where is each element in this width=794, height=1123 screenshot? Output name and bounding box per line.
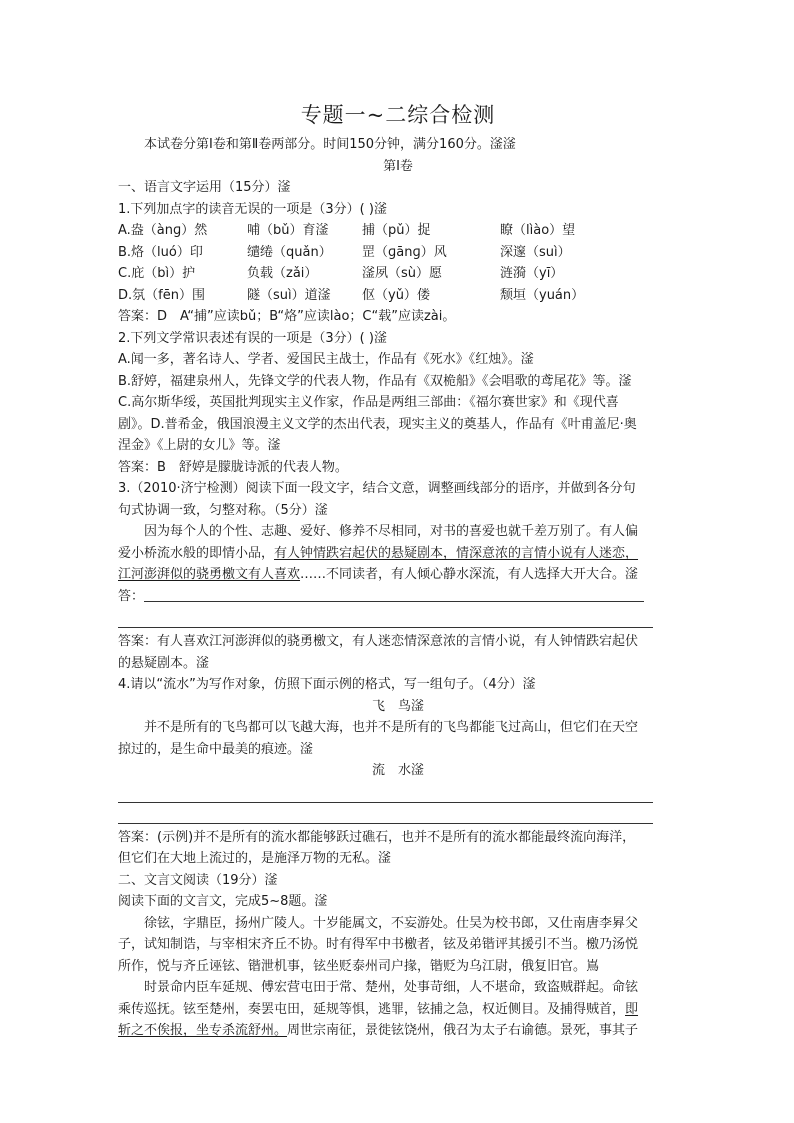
example-title: 飞 鸟滏 bbox=[371, 698, 424, 714]
question-4-stem: 4.请以“流水”为写作对象，仿照下面示例的格式，写一组句子。（4分）滏 bbox=[118, 677, 536, 692]
answer-label: 答： bbox=[118, 588, 145, 604]
option-cell: C.庇（bì）护 bbox=[118, 266, 196, 281]
question-3-stem: 3.（2010·济宁检测）阅读下面一段文字，结合文意，调整画线部分的语序，并做到各分句 bbox=[118, 481, 636, 496]
question-3-stem-cont: 句式协调一致，匀整对称。（5分）滏 bbox=[118, 502, 328, 518]
volume-heading: 第Ⅰ卷 bbox=[383, 158, 413, 174]
option-cell: 捕（pǔ）捉 bbox=[362, 223, 431, 238]
option-cell: 涟漪（yī） bbox=[500, 266, 564, 281]
question-2-stem: 2.下列文学常识表述有误的一项是（3分）( )滏 bbox=[118, 330, 387, 346]
answer-text: 答案：B 舒婷是朦胧诗派的代表人物。 bbox=[118, 459, 348, 475]
option-cell: 隧（suì）道滏 bbox=[247, 287, 331, 303]
option-cell: D.氛（fēn）围 bbox=[118, 287, 205, 303]
option-b: B.舒婷，福建泉州人，先锋文学的代表人物，作品有《双桅船》《会唱歌的鸢尾花》等。滏 bbox=[118, 373, 632, 389]
classical-text: 所作，悦与齐丘诬铉、锴泄机事，铉坐贬泰州司户掾，锴贬为乌江尉，俄复旧官。嶌 bbox=[118, 958, 600, 974]
question-1-options bbox=[118, 220, 678, 306]
answer-blank[interactable] bbox=[118, 607, 653, 628]
section-heading: 一、语言文字运用（15分）滏 bbox=[118, 180, 291, 195]
option-cell: A.盎（ànɡ）然 bbox=[118, 223, 208, 238]
option-cell: 负载（zǎi） bbox=[247, 266, 318, 281]
answer-text: 答案：(示例)并不是所有的流水都能够跃过礁石，也并不是所有的流水都能最终流向海洋， bbox=[118, 829, 636, 845]
option-c-d: 剧》。D.普希金，俄国浪漫主义文学的杰出代表，现实主义的奠基人，作品有《叶甫盖尼·奥 bbox=[118, 416, 637, 432]
option-cell: 哺（bǔ）育滏 bbox=[247, 223, 329, 238]
passage-text: 乘传巡抚。铉至楚州，奏罢屯田，延规等惧，逃罪，铉捕之急，权近侧目。及捕得贼首， bbox=[118, 1001, 626, 1017]
intro-text: 本试卷分第Ⅰ卷和第Ⅱ卷两部分。时间150分钟，满分160分。滏滏 bbox=[144, 137, 516, 152]
answer-text: 但它们在大地上流过的，是施泽万物的无私。滏 bbox=[118, 851, 392, 866]
exam-document bbox=[118, 100, 678, 1042]
passage-line: 因为每个人的个性、志趣、爱好、修养不尽相同，对书的喜爱也就千差万别了。有人偏 bbox=[144, 524, 639, 539]
answer-text: 的悬疑剧本。滏 bbox=[118, 655, 210, 671]
option-cell: 颓垣（yuán） bbox=[500, 287, 585, 303]
option-cell: 深邃（suì） bbox=[500, 244, 571, 260]
answer-line bbox=[118, 586, 678, 608]
underlined-text: 斩之不俟报，坐专杀流舒州。 bbox=[118, 1023, 288, 1038]
section-heading: 二、文言文阅读（19分）滏 bbox=[118, 872, 278, 888]
classical-text bbox=[118, 999, 678, 1021]
classical-text: 时景命内臣车延规、傅宏营屯田于常、楚州，处事苛细，人不堪命，致盗贼群起。命铉 bbox=[144, 980, 639, 995]
passage-line bbox=[118, 564, 678, 586]
option-cell: 罡（ɡānɡ）风 bbox=[362, 244, 447, 260]
option-a: A.闻一多，著名诗人、学者、爱国民主战士，作品有《死水》《红烛》。滏 bbox=[118, 352, 534, 367]
answer-text: 答案：D A“捕”应读bǔ；B“烙”应读lào；C“载”应读zài。 bbox=[118, 309, 456, 324]
classical-text: 徐铉，字鼎臣，扬州广陵人。十岁能属文，不妄游处。仕吴为校书郎，又仕南唐李昪父 bbox=[144, 915, 639, 931]
page-title: 专题一~二综合检测 bbox=[300, 103, 496, 127]
answer-blank[interactable] bbox=[118, 782, 653, 803]
answer-text: 答案：有人喜欢江河澎湃似的骁勇檄文，有人迷恋情深意浓的言情小说，有人钟情跌宕起伏 bbox=[118, 634, 639, 649]
option-cell: 伛（yǔ）偻 bbox=[362, 287, 430, 303]
underlined-text: 江河澎湃似的骁勇檄文有人喜欢 bbox=[118, 567, 301, 582]
option-cell: 滏夙（sù）愿 bbox=[362, 266, 443, 281]
option-d: 涅金》《上尉的女儿》等。滏 bbox=[118, 438, 281, 453]
passage-text: ……不同读者，有人倾心静水深流，有人选择大开大合。滏 bbox=[300, 567, 639, 582]
underlined-text: 即 bbox=[625, 1001, 639, 1017]
example-text: 并不是所有的飞鸟都可以飞越大海，也并不是所有的飞鸟都能飞过高山，但它们在天空 bbox=[144, 720, 639, 735]
passage-text: 爱小桥流水般的即情小品， bbox=[118, 545, 275, 561]
passage-text: 周世宗南征，景徙铉饶州，俄召为太子右谕德。景死，事其子 bbox=[287, 1023, 639, 1038]
option-c: C.高尔斯华绥，英国批判现实主义作家，作品是两组三部曲：《福尔赛世家》和《现代喜 bbox=[118, 395, 619, 410]
classical-text bbox=[118, 1020, 678, 1042]
target-title: 流 水滏 bbox=[371, 763, 424, 778]
reading-stem: 阅读下面的文言文，完成5~8题。滏 bbox=[118, 894, 328, 909]
passage-line bbox=[118, 543, 678, 565]
question-1-stem: 1.下列加点字的读音无误的一项是（3分）( )滏 bbox=[118, 201, 387, 217]
option-cell: 瞭（lìào）望 bbox=[500, 223, 576, 238]
classical-text: 子，试知制诰，与宰相宋齐丘不协。时有得军中书檄者，铉及弟锴评其援引不当。檄乃汤悦 bbox=[118, 937, 639, 952]
option-cell: B.烙（luó）印 bbox=[118, 244, 203, 260]
answer-blank[interactable] bbox=[118, 803, 653, 824]
answer-blank[interactable] bbox=[144, 587, 644, 602]
underlined-text: 有人钟情跌宕起伏的悬疑剧本，情深意浓的言情小说有人迷恋， bbox=[274, 545, 639, 561]
example-text: 掠过的，是生命中最美的痕迹。滏 bbox=[118, 741, 314, 757]
option-cell: 缱绻（quǎn） bbox=[247, 244, 332, 260]
